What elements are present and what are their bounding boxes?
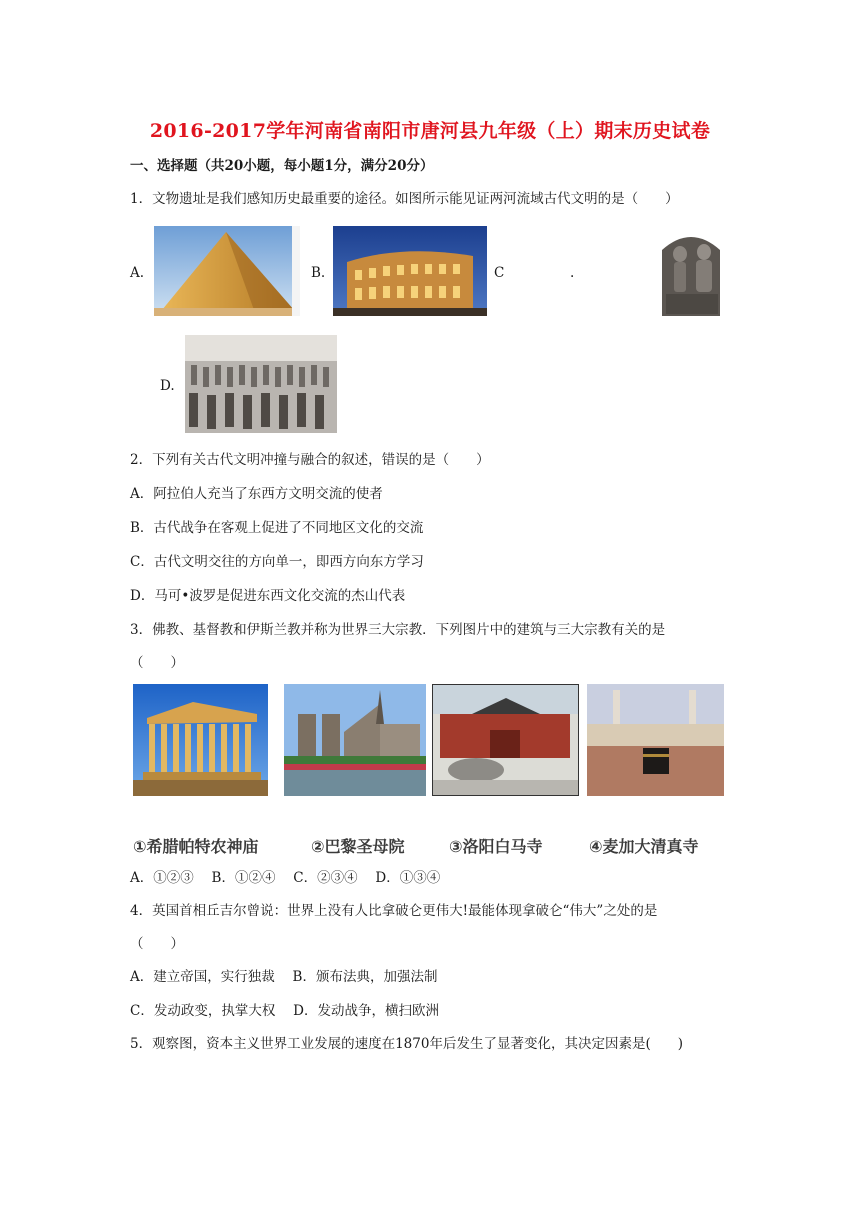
notre-dame-photo [284, 684, 426, 796]
q1-option-b-label: B. [311, 265, 326, 281]
white-horse-temple-photo [432, 684, 579, 796]
hammurabi-stele-photo [654, 228, 728, 316]
q2-option-b: B．古代战争在客观上促进了不同地区文化的交流 [130, 520, 424, 536]
q3-caption-4: ④麦加大清真寺 [589, 837, 699, 856]
question-1-stem: 1．文物遗址是我们感知历史最重要的途径。如图所示能见证两河流域古代文明的是（ ） [130, 191, 679, 207]
q2-option-c: C．古代文明交往的方向单一，即西方向东方学习 [130, 554, 424, 570]
page-title: 2016-2017学年河南省南阳市唐河县九年级（上）期末历史试卷 [149, 120, 711, 142]
q3-caption-3: ③洛阳白马寺 [449, 837, 543, 856]
question-3-stem: 3．佛教、基督教和伊斯兰教并称为世界三大宗教．下列图片中的建筑与三大宗教有关的是 [130, 622, 666, 638]
q1-option-d-label: D. [160, 378, 175, 394]
q2-option-a: A．阿拉伯人充当了东西方文明交流的使者 [130, 486, 383, 502]
parthenon-photo [133, 684, 268, 796]
q2-option-d: D．马可•波罗是促进东西文化交流的杰山代表 [130, 588, 406, 604]
q3-caption-1: ①希腊帕特农神庙 [133, 837, 259, 856]
question-5-stem: 5．观察图，资本主义世界工业发展的速度在1870年后发生了显著变化，其决定因素是( ) [130, 1036, 683, 1052]
mecca-mosque-photo [587, 684, 724, 796]
q1-option-c-dot: . [570, 265, 575, 281]
q4-options-row-1: A．建立帝国，实行独裁 B．颁布法典，加强法制 [130, 969, 438, 985]
question-4-stem-cont: （ ） [130, 936, 184, 952]
question-3-stem-cont: （ ） [130, 655, 184, 671]
q1-option-a-label: A. [130, 265, 145, 281]
colosseum-photo [333, 226, 487, 316]
terracotta-army-photo [185, 335, 337, 433]
question-2-stem: 2．下列有关古代文明冲撞与融合的叙述，错误的是（ ） [130, 452, 490, 468]
section-heading: 一、选择题（共20小题，每小题1分，满分20分） [130, 158, 434, 174]
pyramid-photo [154, 226, 300, 316]
q3-caption-2: ②巴黎圣母院 [311, 837, 405, 856]
q4-options-row-2: C．发动政变，执掌大权 D．发动战争，横扫欧洲 [130, 1003, 439, 1019]
q3-options: A．①②③ B．①②④ C．②③④ D．①③④ [130, 870, 441, 886]
q1-option-c-label: C [494, 265, 505, 281]
question-4-stem: 4．英国首相丘吉尔曾说：世界上没有人比拿破仑更伟大!最能体现拿破仑“伟大”之处的是 [130, 903, 658, 919]
